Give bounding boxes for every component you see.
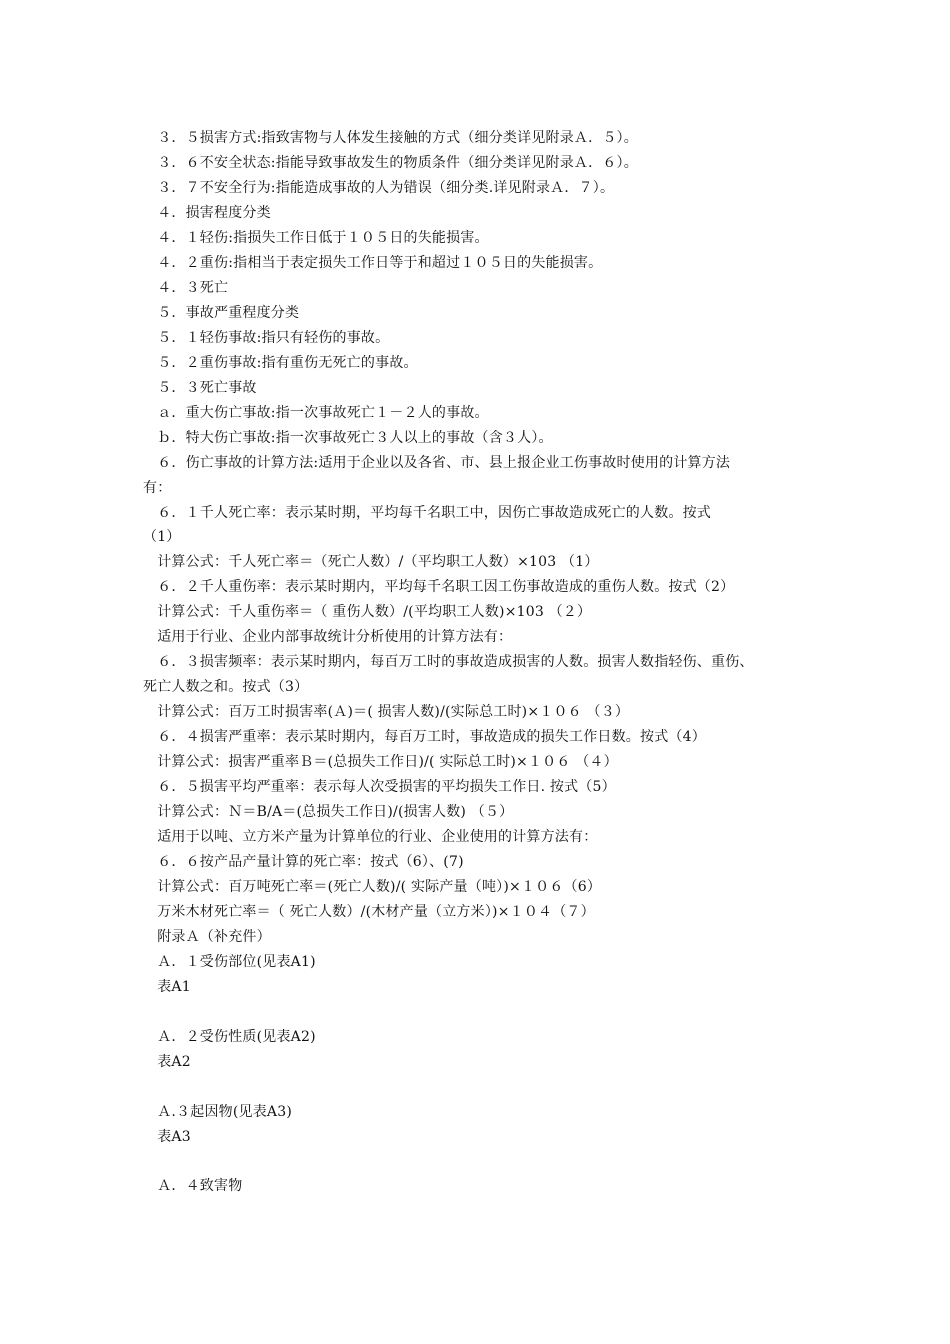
- text-line: ５．１轻伤事故:指只有轻伤的事故。: [143, 330, 390, 346]
- text-line: 适用于以吨、立方米产量为计算单位的行业、企业使用的计算方法有：: [143, 829, 598, 845]
- text-line: ３．５损害方式:指致害物与人体发生接触的方式（细分类详见附录Ａ．５）。: [143, 130, 638, 146]
- text-line: ６．６按产品产量计算的死亡率：按式（6）、(7): [143, 854, 464, 870]
- text-line: ６．２千人重伤率：表示某时期内，平均每千名职工因工伤事故造成的重伤人数。按式（2）: [143, 579, 735, 595]
- text-line: Ａ.３起因物(见表A3): [143, 1104, 292, 1120]
- section-heading: ５．事故严重程度分类: [143, 305, 300, 321]
- text-line: ６．１千人死亡率：表示某时期，平均每千名职工中，因伤亡事故造成死亡的人数。按式: [143, 505, 711, 521]
- text-line: （1）: [143, 529, 181, 545]
- text-line: ３．６不安全状态:指能导致事故发生的物质条件（细分类详见附录Ａ．６）。: [143, 155, 638, 171]
- text-line: ５．２重伤事故:指有重伤无死亡的事故。: [143, 355, 418, 371]
- text-line: Ａ．１受伤部位(见表A1): [143, 954, 316, 970]
- formula-line: 计算公式：千人死亡率＝（死亡人数）/（平均职工人数）×103 （1）: [143, 554, 599, 570]
- text-line: ３．７不安全行为:指能造成事故的人为错误（细分类.详见附录Ａ．７）。: [143, 180, 615, 196]
- text-line: ４．１轻伤:指损失工作日低于１０５日的失能损害。: [143, 230, 489, 246]
- appendix-heading: 附录Ａ（补充件）: [143, 929, 271, 945]
- text-line: ａ．重大伤亡事故:指一次事故死亡１－２人的事故。: [143, 405, 489, 421]
- text-line: ６．４损害严重率：表示某时期内，每百万工时，事故造成的损失工作日数。按式（4）: [143, 729, 706, 745]
- table-caption: 表A1: [143, 979, 191, 995]
- text-line: ４．２重伤:指相当于表定损失工作日等于和超过１０５日的失能损害。: [143, 255, 603, 271]
- formula-line: 计算公式：百万工时损害率(Ａ)＝( 损害人数)/(实际总工时)×１０６ （３）: [143, 704, 630, 720]
- text-line: Ａ．４致害物: [143, 1178, 243, 1194]
- section-heading: ４．损害程度分类: [143, 205, 271, 221]
- text-line: ６．伤亡事故的计算方法:适用于企业以及各省、市、县上报企业工伤事故时使用的计算方法: [143, 455, 731, 471]
- text-line: ６．５损害平均严重率：表示每人次受损害的平均损失工作日. 按式（5）: [143, 779, 616, 795]
- text-line: 死亡人数之和。按式（3）: [143, 679, 309, 695]
- table-caption: 表A3: [143, 1129, 191, 1145]
- formula-line: 计算公式：千人重伤率＝（ 重伤人数）/(平均职工人数)×103 （２）: [143, 604, 592, 620]
- text-line: 适用于行业、企业内部事故统计分析使用的计算方法有：: [143, 629, 513, 645]
- text-line: ４．３死亡: [143, 280, 229, 296]
- text-line: ６．３损害频率：表示某时期内，每百万工时的事故造成损害的人数。损害人数指轻伤、重伤、: [143, 654, 754, 670]
- text-line: 有：: [143, 480, 172, 496]
- formula-line: 万米木材死亡率＝（ 死亡人数）/(木材产量（立方米）)×１０４（７）: [143, 904, 595, 920]
- formula-line: 计算公式：Ｎ＝B/A＝(总损失工作日)/(损害人数) （５）: [143, 804, 514, 820]
- formula-line: 计算公式：损害严重率Ｂ＝(总损失工作日)/( 实际总工时)×１０６ （４）: [143, 754, 618, 770]
- table-caption: 表A2: [143, 1054, 191, 1070]
- text-line: ｂ．特大伤亡事故:指一次事故死亡３人以上的事故（含３人）。: [143, 430, 553, 446]
- text-line: ５．３死亡事故: [143, 380, 257, 396]
- formula-line: 计算公式：百万吨死亡率＝(死亡人数)/( 实际产量（吨）)×１０６（6）: [143, 879, 602, 895]
- text-line: Ａ．２受伤性质(见表A2): [143, 1029, 316, 1045]
